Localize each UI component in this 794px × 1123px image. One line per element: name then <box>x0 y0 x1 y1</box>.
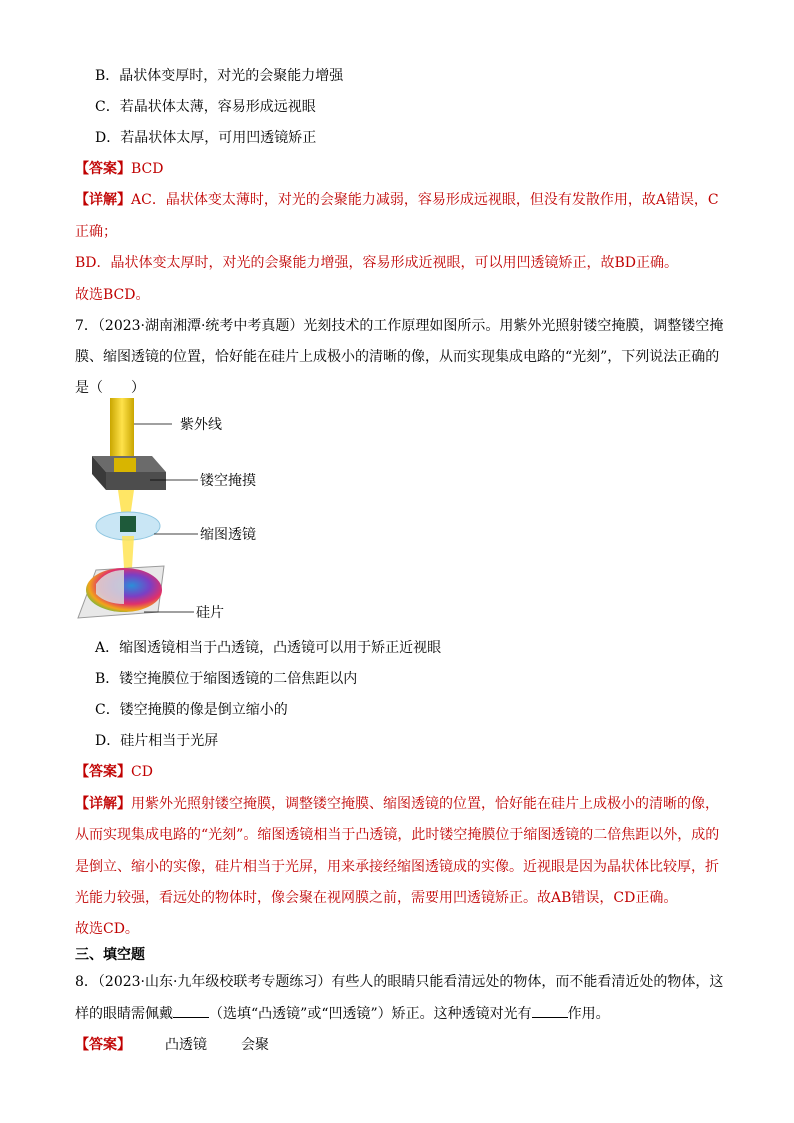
q8-stem-part2: （选填“凸透镜”或“凹透镜”）矫正。这种透镜对光有 <box>209 1006 532 1022</box>
q6-option-d: D．若晶状体太厚，可用凹透镜矫正 <box>95 130 317 146</box>
q6-answer: BCD <box>131 161 164 177</box>
answer-tag: 【答案】 <box>75 764 131 780</box>
q6-option-b: B．晶状体变厚时，对光的会聚能力增强 <box>95 68 344 84</box>
q7-option-d: D．硅片相当于光屏 <box>95 733 219 749</box>
figure-label-mask: 镂空掩摸 <box>200 473 256 489</box>
q7-detail-line4: 光能力较强，看远处的物体时，像会聚在视网膜之前，需要用凹透镜矫正。故AB错误，CD正确。 <box>75 890 678 906</box>
q6-answer-row <box>75 159 163 179</box>
q6-option-c: C．若晶状体太薄，容易形成远视眼 <box>95 99 316 115</box>
detail-tag: 【详解】 <box>75 796 131 812</box>
q8-stem-part1: 样的眼睛需佩戴 <box>75 1006 173 1022</box>
q8-stem-part3: 作用。 <box>567 1006 610 1022</box>
q8-answer-row <box>75 1035 269 1055</box>
photolithography-figure <box>70 398 280 630</box>
q7-detail-line5: 故选CD。 <box>75 921 139 937</box>
figure-label-lens: 缩图透镜 <box>200 527 256 543</box>
q6-detail-line3: BD．晶状体变太厚时，对光的会聚能力增强，容易形成近视眼，可以用凹透镜矫正，故BD正确。 <box>75 255 679 271</box>
detail-tag: 【详解】 <box>75 192 131 208</box>
answer-tag: 【答案】 <box>75 161 131 177</box>
q8-stem-line2 <box>75 1003 610 1024</box>
photolithography-illustration <box>70 398 280 630</box>
q7-detail-line1 <box>75 794 719 814</box>
q8-answer-2: 会聚 <box>241 1037 269 1053</box>
figure-label-wafer: 硅片 <box>196 605 224 621</box>
q6-detail-line4: 故选BCD。 <box>75 287 150 303</box>
q6-detail-text1: AC．晶状体变太薄时，对光的会聚能力减弱，容易形成远视眼，但没有发散作用，故A错误，C <box>131 192 719 208</box>
q7-detail-text1: 用紫外光照射镂空掩膜，调整镂空掩膜、缩图透镜的位置，恰好能在硅片上成极小的清晰的像， <box>131 796 719 812</box>
answer-tag: 【答案】 <box>75 1037 131 1053</box>
q7-stem-line2: 膜、缩图透镜的位置，恰好能在硅片上成极小的清晰的像，从而实现集成电路的“光刻”，下列说法正确的 <box>75 349 720 365</box>
q8-blank-2 <box>532 1003 568 1018</box>
q7-option-a: A．缩图透镜相当于凸透镜，凸透镜可以用于矫正近视眼 <box>95 640 442 656</box>
q8-stem-line1: 8．（2023·山东·九年级校联考专题练习）有些人的眼睛只能看清远处的物体，而不能看清近处的物体，这 <box>75 974 724 990</box>
q8-blank-1 <box>173 1003 209 1018</box>
mask-pattern <box>114 458 136 472</box>
q6-detail-line1 <box>75 190 719 210</box>
q7-stem-line3: 是（ ） <box>75 380 145 396</box>
q7-option-b: B．镂空掩膜位于缩图透镜的二倍焦距以内 <box>95 671 358 687</box>
q8-answer-1: 凸透镜 <box>165 1037 207 1053</box>
q7-detail-line3: 是倒立、缩小的实像，硅片相当于光屏，用来承接经缩图透镜成的实像。近视眼是因为晶状体比较厚，折 <box>75 859 719 875</box>
q7-option-c: C．镂空掩膜的像是倒立缩小的 <box>95 702 288 718</box>
section-heading: 三、填空题 <box>75 947 145 963</box>
q7-answer: CD <box>131 764 153 780</box>
figure-label-uv: 紫外线 <box>180 417 222 433</box>
q7-stem-line1: 7．（2023·湖南湘潭·统考中考真题）光刻技术的工作原理如图所示。用紫外光照射镂空掩膜，调整镂空掩 <box>75 318 724 334</box>
q7-detail-line2: 从而实现集成电路的“光刻”。缩图透镜相当于凸透镜，此时镂空掩膜位于缩图透镜的二倍焦距以外，成的 <box>75 827 720 843</box>
lens-pattern <box>120 516 136 532</box>
mask-plate-front <box>106 472 166 490</box>
q7-answer-row <box>75 762 153 782</box>
q6-detail-line2: 正确； <box>75 224 117 240</box>
